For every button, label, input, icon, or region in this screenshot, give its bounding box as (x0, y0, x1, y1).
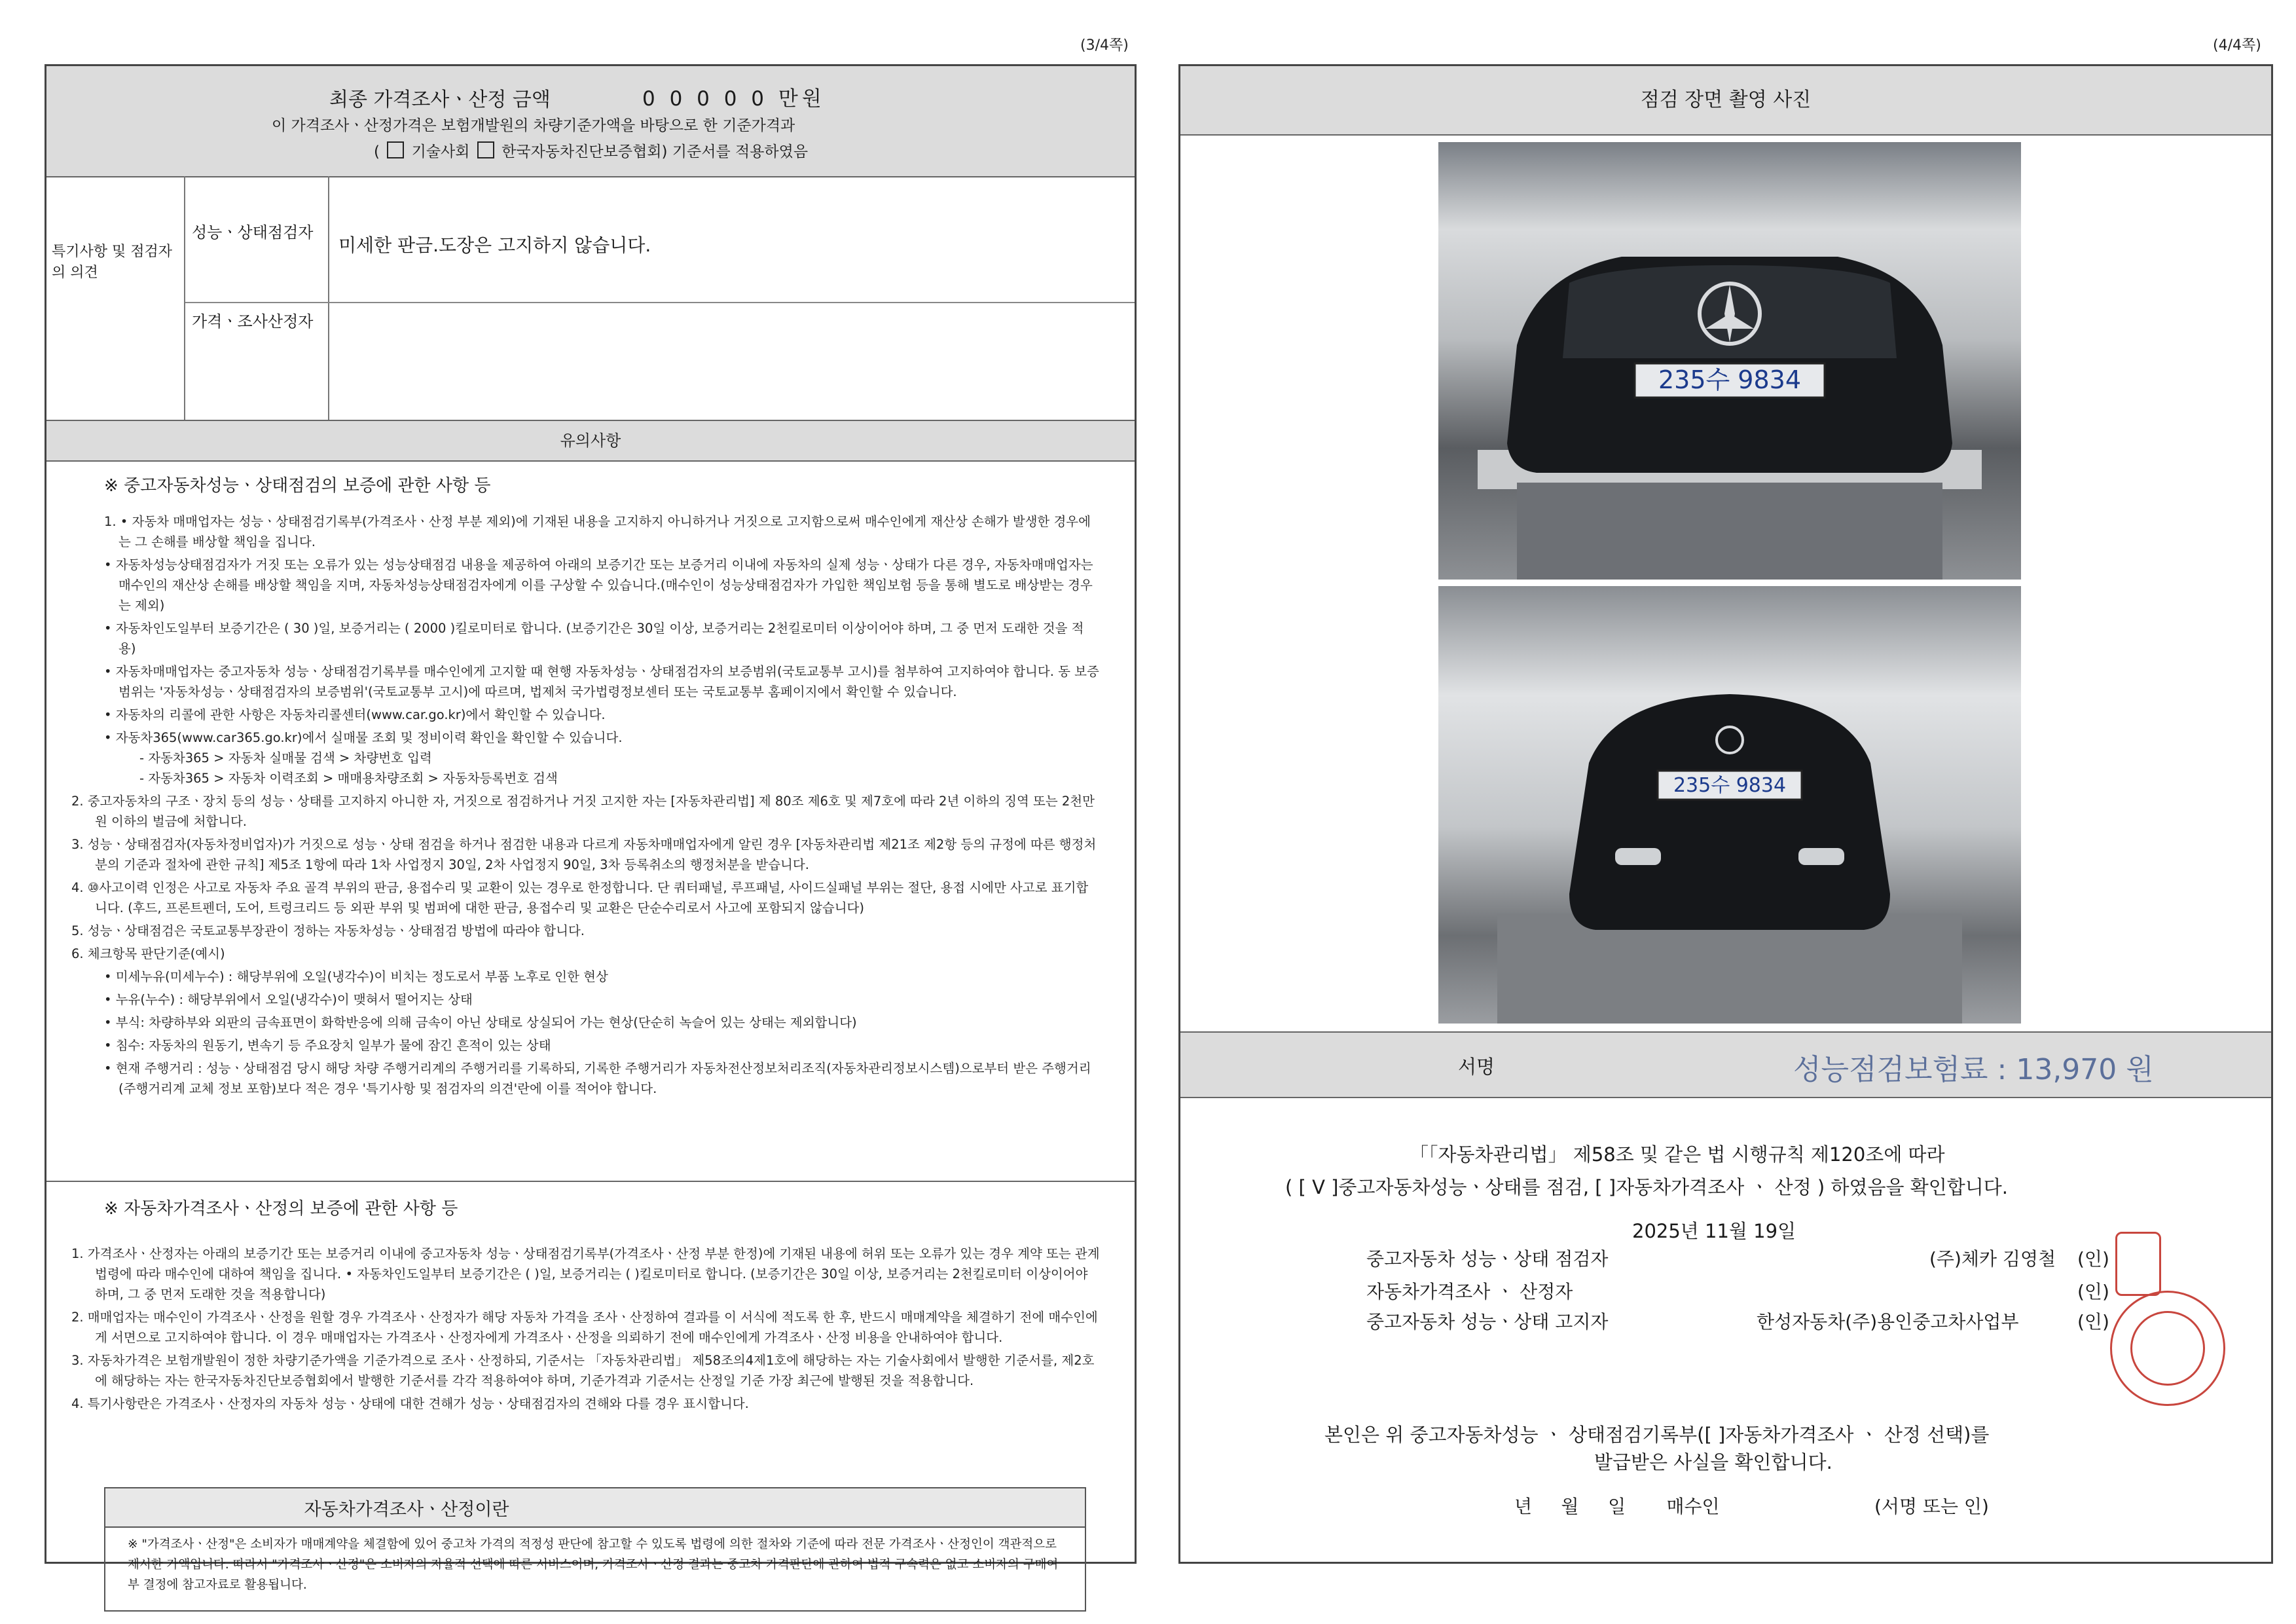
appraisal-definition-heading (104, 1487, 1086, 1528)
rear-plate-number: 235수 9834 (1673, 774, 1787, 797)
front-plate-number: 235수 9834 (1658, 365, 1802, 394)
inspector-role: 중고자동차 성능ㆍ상태 점검자 (1366, 1248, 1609, 1270)
notice-item: 4. ⑩사고이력 인정은 사고로 자동차 주요 골격 부위의 판금, 용접수리 및 교환이 있는 경우로 한정합니다. 단 쿼터패널, 루프패널, 사이드실패널 부위는 절단, 용접 시에만 사고로 표기합니다. (후드, 프론트펜더, 도어, 트렁크리드 등 외판 부위 및 범퍼에 대한 판금, 용접수리 및 교환은 단순수리로서 사고에 포함되지 않습니다) (71, 880, 1089, 915)
notice-item: 5. 성능ㆍ상태점검은 국토교통부장관이 정하는 자동차성능ㆍ상태점검 방법에 따라야 합니다. (71, 923, 585, 938)
notice-item: • 자동차의 리콜에 관한 사항은 자동차리콜센터(www.car.go.kr)에서 확인할 수 있습니다. (104, 707, 606, 722)
buyer-signature: (서명 또는 인) (1874, 1496, 1989, 1517)
notifier-name: 한성자동차(주)용인중고차사업부 (1757, 1311, 2019, 1333)
notice-item: 1. 가격조사ㆍ산정자는 아래의 보증기간 또는 보증거리 이내에 중고자동차 성능ㆍ상태점검기록부(가격조사ㆍ산정 부분 한정)에 기재된 내용에 허위 또는 오류가 있는 경우 계약 또는 관계법령에 따라 매수인에 대하여 책임을 집니다. • 자동차인도일부터 보증기간은 ( )일, 보증거리는 ( )킬로미터로 합니다. (보증기간은 30일 이상, 보증거리는 2천킬로미터 이상이어야 하며, 그 중 먼저 도래한 것을 적용합니다) (71, 1246, 1100, 1302)
right-form-panel (1178, 64, 2273, 1564)
price-notes (53, 1241, 1101, 1414)
signature-bar (1180, 1033, 2271, 1097)
legal-basis-line: 「「자동차관리법」 제58조 및 같은 법 시행규칙 제120조에 따라 (1410, 1143, 1945, 1166)
notice-item: 1. • 자동차 매매업자는 성능ㆍ상태점검기록부(가격조사ㆍ산정 부분 제외)에 기재된 내용을 고지하지 아니하거나 거짓으로 고지함으로써 매수인에게 재산상 손해가 발생한 경우에는 그 손해를 배상할 책임을 집니다. (104, 514, 1091, 549)
inspector-name: (주)체카 김영철 (1929, 1248, 2056, 1270)
notice-item: 3. 성능ㆍ상태점검자(자동차정비업자)가 거짓으로 성능ㆍ상태 점검을 하거나 점검한 내용과 다르게 자동차매매업자에게 알린 경우 [자동차관리법 제21조 제2항 등의 규정에 따른 행정처분의 기준과 절차에 관한 규칙] 제5조 1항에 따라 1차 사업정지 30일, 2차 사업정지 90일, 3차 등록취소의 행정처분을 받습니다. (71, 837, 1097, 872)
divider (1180, 1097, 2271, 1098)
divider (184, 176, 185, 420)
notice-item: • 미세누유(미세누수) : 해당부위에 오일(냉각수)이 비치는 정도로서 부품 노후로 인한 현상 (104, 969, 608, 984)
issue-date: 2025년 11월 19일 (1632, 1220, 1796, 1242)
price-standard-line (374, 139, 808, 161)
buyer-confirmation-line-2: 발급받은 사실을 확인합니다. (1594, 1451, 1832, 1473)
section-price-title: ※ 자동차가격조사ㆍ산정의 보증에 관한 사항 등 (104, 1199, 458, 1219)
notice-item: • 현재 주행거리 : 성능ㆍ상태점검 당시 해당 차량 주행거리계의 주행거리를 기록하되, 기록한 주행거리가 자동차전산정보처리조직(자동차관리정보시스템)으로부터 받은 주행거리(주행거리계 교체 정보 포함)보다 적은 경우 '특기사항 및 점검자의 의견'란에 이를 적어야 합니다. (104, 1061, 1091, 1096)
price-title: 최종 가격조사ㆍ산정 금액 (329, 88, 551, 111)
notice-item: • 자동차인도일부터 보증기간은 ( 30 )일, 보증거리는 ( 2000 )킬로미터로 합니다. (보증기간은 30일 이상, 보증거리는 2천킬로미터 이상이어야 하며, 그 중 먼저 도래한 것을 적용) (104, 621, 1084, 656)
notice-item: 2. 중고자동차의 구조ㆍ장치 등의 성능ㆍ상태를 고지하지 아니한 자, 거짓으로 점검하거나 거짓 고지한 자는 [자동차관리법] 제 80조 제6호 및 제7호에 따라 2년 이하의 징역 또는 2천만원 이하의 벌금에 처합니다. (71, 794, 1095, 829)
checkbox-kadwa[interactable] (477, 141, 494, 158)
notice-item: 6. 체크항목 판단기준(예시) (71, 946, 225, 961)
price-amount: 0 0 0 0 0 만원 (642, 87, 826, 111)
special-notes-label: 특기사항 및 점검자의 의견 (52, 244, 173, 281)
notice-item: - 자동차365 > 자동차 실매물 검색 > 차량번호 입력 (139, 750, 432, 766)
option-engineers-society: 기술사회 (411, 143, 470, 160)
option-kadwa: 한국자동차진단보증협회) 기준서를 적용하였음 (501, 143, 809, 160)
performance-notes (53, 511, 1101, 1099)
divider (328, 176, 329, 420)
notice-item: • 자동차매매업자는 중고자동차 성능ㆍ상태점검기록부를 매수인에게 고지할 때 현행 자동차성능ㆍ상태점검자의 보증범위(국토교통부 고시)를 첨부하여 고지하여야 합니다. 동 보증범위는 '자동차성능ㆍ상태점검자의 보증범위'(국토교통부 고시)에 따르며, 법제처 국가법령정보센터 또는 국토교통부 홈페이지에서 확인할 수 있습니다. (104, 664, 1099, 699)
inspector-seal-stamp (2115, 1232, 2161, 1296)
divider (46, 176, 1135, 177)
company-seal-stamp (2110, 1291, 2225, 1406)
left-form-panel (45, 64, 1137, 1592)
page-number: (3/4쪽) (1080, 37, 1129, 54)
confirmation-line: ( [ V ]중고자동차성능ㆍ상태를 점검, [ ]자동차가격조사 ㆍ 산정 ) 하였음을 확인합니다. (1285, 1176, 2009, 1198)
price-header (46, 66, 1135, 176)
notice-item: - 자동차365 > 자동차 이력조회 > 매매용차량조회 > 자동차등록번호 검색 (139, 771, 558, 786)
paren-open: ( (374, 143, 380, 160)
buyer-confirmation-line: 본인은 위 중고자동차성능 ㆍ 상태점검기록부([ ]자동차가격조사 ㆍ 산정 선택)를 (1324, 1424, 1990, 1446)
divider (46, 460, 1135, 462)
appraiser-seal-mark: (인) (2077, 1281, 2109, 1302)
company-seal-inner-ring (2130, 1311, 2205, 1386)
notice-item: 3. 자동차가격은 보험개발원이 정한 차량기준가액을 기준가격으로 조사ㆍ산정하되, 기준서는 「자동차관리법」 제58조의4제1호에 해당하는 자는 기술사회에서 발행한 기준서를, 제2호에 해당하는 자는 한국자동차진단보증협회에서 발행한 기준서를 각각 적용하여야 하며, 기준가격과 기준서는 산정일 기준 가장 최근에 발행된 것을 적용합니다. (71, 1353, 1095, 1388)
insurance-fee: 성능점검보험료 : 13,970 원 (1793, 1053, 2154, 1086)
notice-item: • 자동차365(www.car365.go.kr)에서 실매물 조회 및 정비이력 확인을 확인할 수 있습니다. (104, 730, 623, 745)
price-basis-line: 이 가격조사ㆍ산정가격은 보험개발원의 차량기준가액을 바탕으로 한 기준가격과 (272, 117, 795, 134)
photo-section-title: 점검 장면 촬영 사진 (1180, 66, 2271, 134)
notice-item: • 침수: 자동차의 원동기, 변속기 등 주요장치 일부가 물에 잠긴 흔적이 있는 상태 (104, 1038, 551, 1053)
rear-inspection-photo (1438, 586, 2021, 1024)
page-number: (4/4쪽) (2213, 37, 2261, 54)
notice-item: 4. 특기사항란은 가격조사ㆍ산정자의 자동차 성능ㆍ상태에 대한 견해가 성능ㆍ상태점검자의 견해와 다를 경우 표시합니다. (71, 1396, 749, 1411)
section-performance-title: ※ 중고자동차성능ㆍ상태점검의 보증에 관한 사항 등 (104, 476, 491, 496)
appraisal-definition-text: ※ "가격조사ㆍ산정"은 소비자가 매매계약을 체결함에 있어 중고차 가격의 적정성 판단에 참고할 수 있도록 법령에 의한 절차와 기준에 따라 전문 가격조사ㆍ산정인이 객관적으로 제시한 가액입니다. 따라서 "가격조사ㆍ산정"은 소비자의 자율적 선택에 따른 서비스이며, 가격조사ㆍ산정 결과는 중고차 가격판단에 관하여 법적 구속력은 없고 소비자의 구매여부 결정에 참고자료로 활용됩니다. (104, 1526, 1086, 1612)
buyer-date-line: 년 월 일 매수인 (1514, 1496, 1720, 1517)
notifier-role: 중고자동차 성능ㆍ상태 고지자 (1366, 1311, 1609, 1333)
appraiser-label: 가격ㆍ조사산정자 (192, 312, 314, 331)
notice-item: • 자동차성능상태점검자가 거짓 또는 오류가 있는 성능상태점검 내용을 제공하여 아래의 보증기간 또는 보증거리 이내에 자동차의 실제 성능ㆍ상태가 다른 경우, 자동차매매업자는 매수인의 재산상 손해를 배상할 책임을 지며, 자동차성능상태점검자에게 이를 구상할 수 있습니다.(매수인이 성능상태점검자가 가입한 책임보험 등을 통해 별도로 배상받는 경우는 제외) (104, 557, 1093, 613)
appraiser-role: 자동차가격조사 ㆍ 산정자 (1366, 1281, 1573, 1302)
inspector-seal-mark: (인) (2077, 1248, 2109, 1270)
notice-item: 2. 매매업자는 매수인이 가격조사ㆍ산정을 원할 경우 가격조사ㆍ산정자가 해당 자동차 가격을 조사ㆍ산정하여 결과를 이 서식에 적도록 한 후, 반드시 매매계약을 체결하기 전에 매수인에게 서면으로 고지하여야 합니다. 이 경우 매매업자는 가격조사ㆍ산정자에게 가격조사ㆍ산정을 의뢰하기 전에 매수인에게 가격조사ㆍ산정 비용을 안내하여야 합니다. (71, 1310, 1098, 1345)
inspector-label: 성능ㆍ상태점검자 (192, 223, 314, 242)
front-inspection-photo (1438, 142, 2021, 580)
checkbox-engineers-society[interactable] (387, 141, 404, 158)
signature-label: 서명 (1458, 1056, 1495, 1078)
inspector-opinion: 미세한 판금.도장은 고지하지 않습니다. (338, 234, 651, 256)
notifier-seal-mark: (인) (2077, 1311, 2109, 1333)
notice-item: • 누유(누수) : 해당부위에서 오일(냉각수)이 맺혀서 떨어지는 상태 (104, 992, 473, 1007)
front-car-illustration (1438, 142, 2021, 580)
divider (185, 302, 1135, 303)
rear-car-illustration (1438, 586, 2021, 1024)
appraisal-definition-title: 자동차가격조사ㆍ산정이란 (304, 1500, 509, 1520)
notice-title: 유의사항 (46, 421, 1135, 460)
divider (1180, 134, 2271, 136)
divider (46, 1181, 1135, 1182)
notice-item: • 부식: 차량하부와 외판의 금속표면이 화학반응에 의해 금속이 아닌 상태로 상실되어 가는 현상(단순히 녹슬어 있는 상태는 제외합니다) (104, 1015, 857, 1030)
